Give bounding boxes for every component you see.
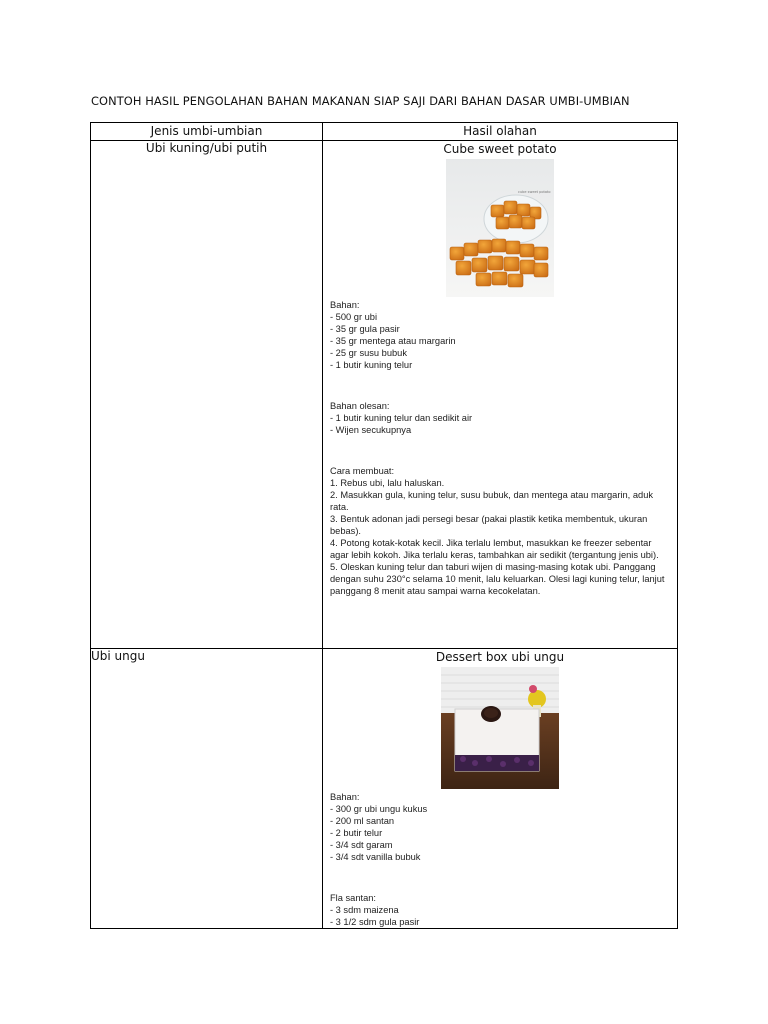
bahan-item: - 25 gr susu bubuk [330, 348, 408, 358]
table-row [91, 141, 678, 649]
hasil-cell [323, 649, 678, 929]
cara-step: 3. Bentuk adonan jadi persegi besar (pakai plastik ketika membentuk, ukuran bebas). [330, 514, 648, 536]
cara-step: 5. Oleskan kuning telur dan taburi wijen di masing-masing kotak ubi. Panggang dengan suhu 230°c selama 10 menit, lalu keluarkan. Olesi lagi kuning telur, lanjut panggang 8 menit atau sampai warna kecokelatan. [330, 562, 665, 596]
header-jenis: Jenis umbi-umbian [91, 123, 323, 141]
fla-title: Fla santan: [330, 893, 376, 903]
recipe-table [90, 122, 678, 929]
dish-title: Dessert box ubi ungu [435, 650, 565, 664]
bahan-item: - 35 gr mentega atau margarin [330, 336, 456, 346]
olesan-item: - Wijen secukupnya [330, 425, 412, 435]
bahan-item: - 200 ml santan [330, 816, 395, 826]
dish-title: Cube sweet potato [443, 142, 557, 156]
fla-item: - 3 sdm maizena [330, 905, 399, 915]
cara-title: Cara membuat: [330, 466, 395, 476]
photo-caption: cube sweet potato [518, 190, 551, 194]
recipe-text [323, 299, 677, 597]
cara-step: 4. Potong kotak-kotak kecil. Jika terlalu lembut, masukkan ke freezer sebentar agar lebih kokoh. Jika terlalu keras, tambahkan air sedikit (tergantung jenis ubi). [330, 538, 659, 560]
fla-item: - 3 1/2 sdm gula pasir [330, 917, 420, 927]
dessert-box-photo [441, 667, 559, 789]
olesan-item: - 1 butir kuning telur dan sedikit air [330, 413, 473, 423]
bahan-title: Bahan: [330, 300, 360, 310]
bahan-title: Bahan: [330, 792, 360, 802]
cube-sweet-potato-photo [446, 159, 554, 297]
bahan-item: - 3/4 sdt vanilla bubuk [330, 852, 421, 862]
cara-step: 1. Rebus ubi, lalu haluskan. [330, 478, 445, 488]
jenis-cell: Ubi kuning/ubi putih [91, 141, 323, 649]
header-hasil: Hasil olahan [323, 123, 678, 141]
jenis-cell: Ubi ungu [91, 649, 323, 929]
cara-step: 2. Masukkan gula, kuning telur, susu bubuk, dan mentega atau margarin, aduk rata. [330, 490, 654, 512]
bahan-item: - 300 gr ubi ungu kukus [330, 804, 428, 814]
olesan-title: Bahan olesan: [330, 401, 390, 411]
bahan-item: - 2 butir telur [330, 828, 383, 838]
hasil-cell [323, 141, 678, 649]
table-header-row [91, 123, 678, 141]
bahan-item: - 35 gr gula pasir [330, 324, 400, 334]
document-title: CONTOH HASIL PENGOLAHAN BAHAN MAKANAN SIAP SAJI DARI BAHAN DASAR UMBI-UMBIAN [91, 94, 630, 108]
bahan-item: - 3/4 sdt garam [330, 840, 393, 850]
recipe-text [323, 791, 677, 928]
table-row [91, 649, 678, 929]
bahan-item: - 1 butir kuning telur [330, 360, 413, 370]
bahan-item: - 500 gr ubi [330, 312, 378, 322]
